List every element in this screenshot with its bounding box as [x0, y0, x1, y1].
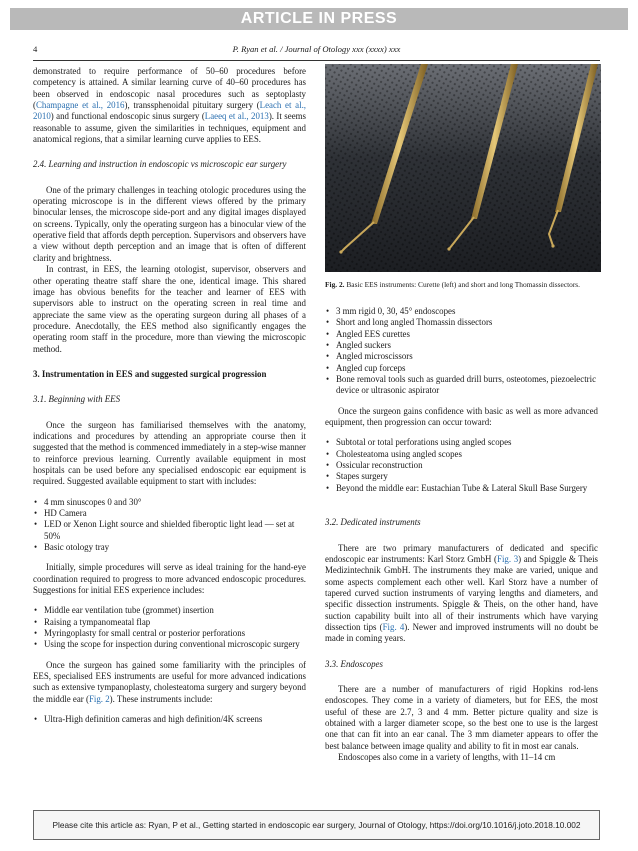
paragraph: Once the surgeon gains confidence with basic as well as more advanced equipment, then progression can occur toward: — [325, 405, 598, 428]
figure-caption — [325, 280, 601, 289]
paragraph: Once the surgeon has familiarised themselves with the anatomy, indications and procedures by attending an appropriate course then it suggested that the method is commenced immediately in a step-wise manner to reinforce previous learning. Currently available equipment in most hospitals can be used before any specialised endoscopic ear equipment is required. Suggested available equipment to start with includes: — [33, 419, 306, 487]
page-number: 4 — [33, 44, 38, 54]
figure-link[interactable]: Fig. 4 — [382, 621, 405, 632]
left-column — [33, 66, 306, 726]
list-item: • 4 mm sinuscopes 0 and 30° — [33, 497, 306, 508]
article-in-press-banner: ARTICLE IN PRESS — [10, 8, 628, 30]
bullet-list — [325, 306, 598, 397]
list-item: • Ultra-High definition cameras and high definition/4K screens — [33, 714, 306, 725]
list-item: • Middle ear ventilation tube (grommet) insertion — [33, 605, 306, 616]
citation-link[interactable]: Leach et al., 2010 — [33, 100, 307, 122]
bullet-list — [33, 497, 306, 554]
bullet-list — [33, 605, 306, 650]
list-item: • Basic otology tray — [33, 542, 306, 553]
list-item: • Stapes surgery — [325, 471, 598, 482]
paragraph: Endoscopes also come in a variety of lengths, with 11–14 cm — [338, 752, 556, 762]
list-item: • Raising a tympanomeatal flap — [33, 617, 306, 628]
subsection-heading-3-1: 3.1. Beginning with EES — [33, 394, 121, 405]
list-item: • Angled cup forceps — [325, 363, 598, 374]
paragraph-learning-curve: demonstrated to require performance of 50–60 procedures before competency is attained. A similar learning curve of 40–60 procedures has been observed in endoscopic nasal procedures such as septoplasty (Champagne et al., 2016), transsphenoidal pituitary surgery (Leach et al., 2010) and functional endoscopic sinus surgery (Laeeq et al., 2013). It seems reasonable to assume, given the similarities in techniques, equipment and anatomical regions, that a similar learning curve applies to EES. — [33, 66, 307, 145]
instruments-illustration — [325, 64, 601, 272]
list-item: • Short and long angled Thomassin dissectors — [325, 317, 598, 328]
figure-link[interactable]: Fig. 2 — [88, 693, 110, 704]
paragraph: Once the surgeon has gained some familiarity with the principles of EES, specialised EES instruments are useful for more advanced indications such as extensive tympanoplasty, cholesteatoma surgery and surgery beyond the middle ear (Fig. 2). These instruments include: — [33, 659, 306, 704]
section-heading-3: 3. Instrumentation in EES and suggested surgical progression — [33, 368, 267, 379]
list-item: • Ossicular reconstruction — [325, 460, 598, 471]
citation-link[interactable]: Laeeq et al., 2013 — [204, 111, 269, 122]
list-item: • Using the scope for inspection during conventional microscopic surgery — [33, 639, 306, 650]
bullet-list — [33, 714, 306, 725]
list-item: • Angled EES curettes — [325, 329, 598, 340]
page-header — [33, 44, 600, 58]
figure-link[interactable]: Fig. 3 — [497, 553, 519, 564]
list-item: • Subtotal or total perforations using angled scopes — [325, 437, 598, 448]
paragraph: There are two primary manufacturers of dedicated and specific endoscopic ear instruments: Karl Storz GmbH (Fig. 3) and Spiggle & Theis Medizintechnik GmbH. The instruments they make are varied, unique and some aspects complement each other well. Karl Storz have a number of tapered curved suction instruments of varying lengths and diameters, and specific dissection instruments. Spiggle & Theis, on the other hand, have suction capability built into all of their instruments which have varying dissection tips (Fig. 4). Newer and improved instruments will no doubt be made in coming years. — [325, 542, 599, 644]
subsection-heading-3-3: 3.3. Endoscopes — [325, 658, 383, 669]
list-item: • Beyond the middle ear: Eustachian Tube & Lateral Skull Base Surgery — [325, 483, 598, 494]
subsection-heading-2-4: 2.4. Learning and instruction in endoscopic vs microscopic ear surgery — [33, 159, 287, 170]
list-item: • LED or Xenon Light source and shielded fiberoptic light lead — set at 50% — [33, 519, 306, 542]
citation-link[interactable]: Champagne et al., 2016 — [35, 100, 125, 111]
paragraph: Initially, simple procedures will serve as ideal training for the hand-eye coordination required to progress to more advanced endoscopic procedures. Suggestions for initial EES experience includes: — [33, 562, 306, 596]
running-head: P. Ryan et al. / Journal of Otology xxx (xxxx) xxx — [232, 44, 401, 54]
list-item: • HD Camera — [33, 508, 306, 519]
figure-caption-text: Basic EES instruments: Curette (left) and short and long Thomassin dissectors. — [346, 280, 581, 289]
list-item: • 3 mm rigid 0, 30, 45° endoscopes — [325, 306, 598, 317]
figure-instruments-photo — [325, 64, 601, 272]
list-item: • Bone removal tools such as guarded drill burrs, osteotomes, piezoelectric device or ultrasonic aspirator — [325, 374, 598, 397]
right-column — [325, 306, 598, 763]
paragraph: In contrast, in EES, the learning otologist, supervisor, observers and other operating theatre staff share the one, identical image. This shared image has obvious benefits for the teacher and learner of EES with supervisors able to instruct on the operating screen in real time and appreciate the same view as the operating surgeon during all phases of a procedure. Anecdotally, the EES method also significantly engages the operating room staff in the procedure, more than viewing the microscopic method. — [33, 264, 306, 354]
paragraph: One of the primary challenges in teaching otologic procedures using the operating microscope is in the different views offered by the primary binocular lenses, the microscope side-port and any digital images displayed on screens. Typically, only the operating surgeon has a binocular view of the operative field that affords depth perception. Supervisors and observers have a view without depth perception and an image that is often of different clarity and brightness. — [33, 184, 306, 263]
list-item: • Cholesteatoma using angled scopes — [325, 449, 598, 460]
list-item: • Angled microscissors — [325, 351, 598, 362]
list-item: • Angled suckers — [325, 340, 598, 351]
header-rule — [33, 60, 600, 61]
subsection-heading-3-2: 3.2. Dedicated instruments — [325, 517, 421, 528]
figure-label: Fig. 2. — [325, 280, 345, 289]
list-item: • Myringoplasty for small central or posterior perforations — [33, 628, 306, 639]
bullet-list — [325, 437, 598, 494]
paragraph: There are a number of manufacturers of rigid Hopkins rod-lens endoscopes. They come in a variety of diameters, but for EES, the most useful of these are 2.7, 3 and 4 mm. Better picture quality and size is obtained with a larger diameter scope, so the best one to use is the largest one that can fit into an ear canal. The 3 mm diameter appears to offer the best balance between image quality and ability to fit in most ear canals. — [325, 683, 598, 751]
citation-footer: Please cite this article as: Ryan, P et al., Getting started in endoscopic ear surgery, Journal of Otology, https://doi.org/10.1016/j.joto.2018.10.002 — [33, 810, 600, 840]
